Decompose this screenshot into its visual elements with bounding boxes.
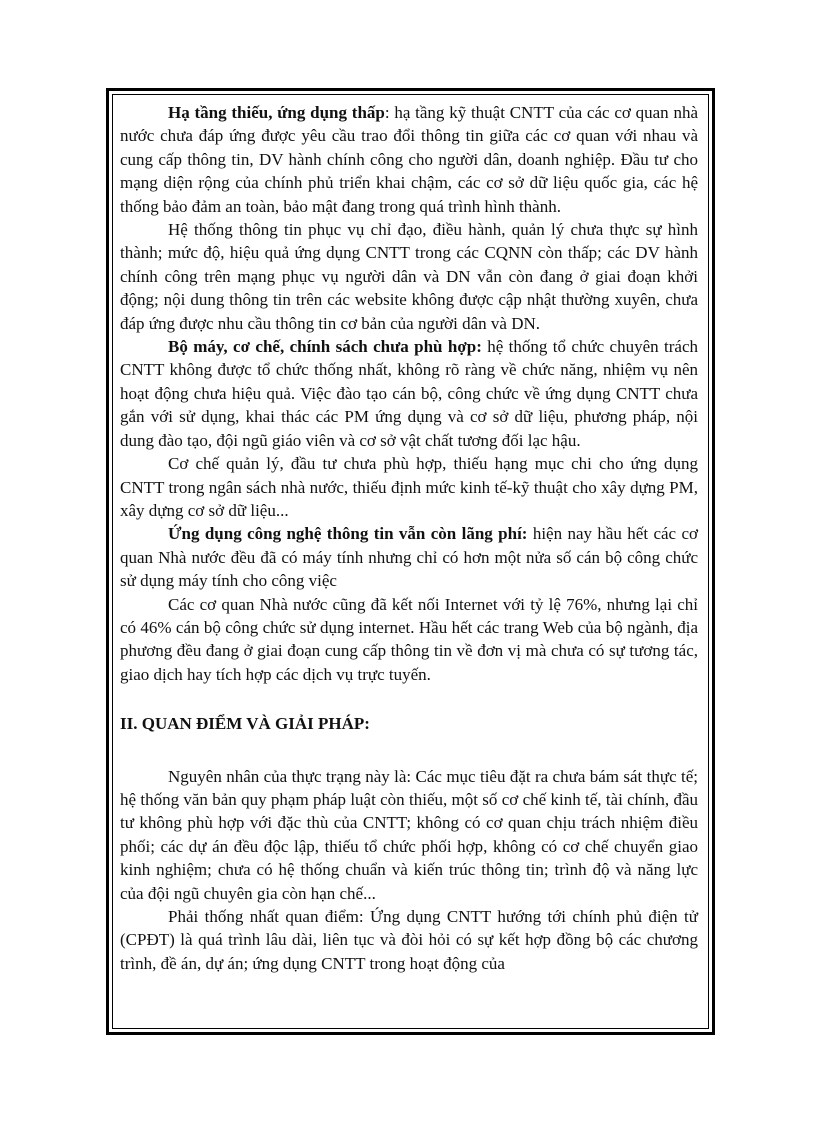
paragraph-lead: Hạ tầng thiếu, ứng dụng thấp bbox=[168, 103, 385, 122]
paragraph-text: Phải thống nhất quan điểm: Ứng dụng CNTT hướng tới chính phủ điện tử (CPĐT) là quá trình lâu dài, liên tục và đòi hỏi có sự kết hợp đồng bộ các chương trình, đề án, dự án; ứng dụng CNTT trong hoạt động của bbox=[120, 907, 698, 973]
paragraph-lead: Bộ máy, cơ chế, chính sách chưa phù hợp: bbox=[168, 337, 482, 357]
document-body bbox=[120, 101, 698, 975]
paragraph-text: Nguyên nhân của thực trạng này là: Các mục tiêu đặt ra chưa bám sát thực tế; hệ thống văn bản quy phạm pháp luật còn thiếu, một số cơ chế kinh tế, tài chính, đầu tư không phù hợp với đặc thù của CNTT; không có cơ quan chịu trách nhiệm điều phối; các dự án đều độc lập, thiếu tổ chức phối hợp, không có cơ chế chuyển giao kinh nghiệm; chưa có hệ thống chuẩn và kiến trúc thông tin; trình độ và năng lực của đội ngũ chuyên gia còn hạn chế... bbox=[120, 766, 698, 903]
paragraph-organization bbox=[120, 335, 698, 452]
paragraph-text: : hạ tầng kỹ thuật CNTT của các cơ quan nhà nước chưa đáp ứng được yêu cầu trao đổi thông tin giữa các cơ quan với nhau và cung cấp thông tin, DV hành chính công cho người dân, doanh nghiệp. Đầu tư cho mạng diện rộng của chính phủ triển khai chậm, các cơ sở dữ liệu quốc gia, các hệ thống bảo đảm an toàn, bảo mật đang trong quá trình hình thành. bbox=[120, 103, 698, 216]
paragraph-viewpoint bbox=[120, 905, 698, 975]
paragraph-waste bbox=[120, 522, 698, 592]
section-heading: II. QUAN ĐIỂM VÀ GIẢI PHÁP: bbox=[120, 714, 370, 734]
paragraph-information-system bbox=[120, 218, 698, 335]
paragraph-text: Cơ chế quản lý, đầu tư chưa phù hợp, thiếu hạng mục chi cho ứng dụng CNTT trong ngân sách nhà nước, thiếu định mức kinh tế-kỹ thuật cho xây dựng PM, xây dựng cơ sở dữ liệu... bbox=[120, 454, 698, 520]
paragraph-internet-usage bbox=[120, 593, 698, 687]
paragraph-infrastructure bbox=[120, 101, 698, 218]
paragraph-lead: Ứng dụng công nghệ thông tin vẫn còn lãng phí: bbox=[168, 524, 528, 544]
paragraph-causes bbox=[120, 765, 698, 905]
paragraph-text: Các cơ quan Nhà nước cũng đã kết nối Internet với tỷ lệ 76%, nhưng lại chỉ có 46% cán bộ công chức sử dụng internet. Hầu hết các trang Web của bộ ngành, địa phương đều đang ở giai đoạn cung cấp thông tin về đơn vị mà chưa có sự tương tác, giao dịch hay tích hợp các dịch vụ trực tuyến. bbox=[120, 594, 698, 684]
paragraph-text: hệ thống tổ chức chuyên trách CNTT không được tổ chức thống nhất, không rõ ràng về chức năng, nhiệm vụ nên hoạt động chưa hiệu quả. Việc đào tạo cán bộ, công chức về ứng dụng CNTT chưa gắn với sử dụng, khai thác các PM ứng dụng và cơ sở dữ liệu, phương pháp, nội dung đào tạo, đội ngũ giáo viên và cơ sở vật chất tương đối lạc hậu. bbox=[120, 337, 698, 450]
paragraph-management-mechanism bbox=[120, 452, 698, 522]
paragraph-text: Hệ thống thông tin phục vụ chỉ đạo, điều hành, quản lý chưa thực sự hình thành; mức độ, hiệu quả ứng dụng CNTT trong các CQNN còn thấp; các DV hành chính công trên mạng phục vụ người dân và DN vẫn còn đang ở giai đoạn khởi động; nội dung thông tin trên các website không được cập nhật thường xuyên, chưa đáp ứng được nhu cầu thông tin cơ bản của người dân và DN. bbox=[120, 220, 698, 333]
paragraph-text: hiện nay hầu hết các cơ quan Nhà nước đều đã có máy tính nhưng chỉ có hơn một nửa số cán bộ công chức sử dụng máy tính cho công việc bbox=[120, 524, 698, 591]
